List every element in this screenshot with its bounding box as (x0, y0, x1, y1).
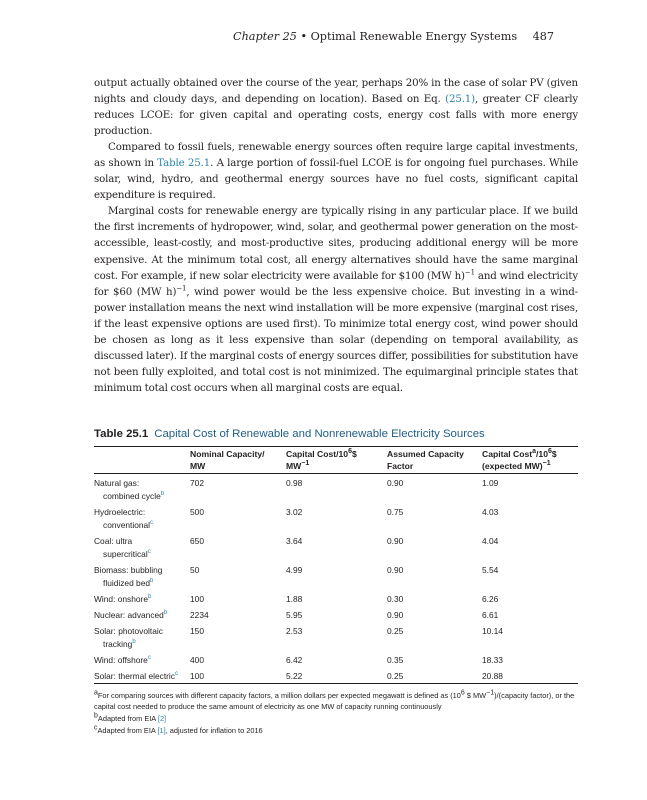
running-head (233, 30, 554, 43)
superscript: −1 (176, 284, 187, 293)
table-title: Capital Cost of Renewable and Nonrenewable Electricity Sources (154, 428, 485, 440)
footnote-marker: c (147, 549, 151, 556)
header-capital-cost-sup: 6 (348, 448, 352, 456)
chapter-title: Optimal Renewable Energy Systems (310, 30, 518, 43)
cell-adjusted-capital-cost: 20.88 (482, 671, 503, 681)
source-name-continued (94, 638, 190, 651)
cell-capital-cost: 5.95 (286, 610, 303, 620)
cell-capital-cost: 3.02 (286, 507, 303, 517)
source-name: Solar: thermal electric (94, 671, 175, 681)
text-run: , greater CF clearly reduces LCOE: for given capital and operating costs, energy cost falls with more energy production. (94, 93, 578, 138)
text-run: and wind electricity for $60 (MW h) (94, 269, 578, 298)
cell-capital-cost: 5.22 (286, 671, 303, 681)
source-subtype: tracking (103, 639, 133, 649)
cell-source (94, 532, 190, 561)
footnote-marker: b (160, 491, 165, 498)
cell-source (94, 590, 190, 606)
cell-nominal-capacity: 100 (190, 594, 204, 604)
cell-capacity-factor: 0.35 (387, 655, 404, 665)
cell-capacity-factor: 0.90 (387, 536, 404, 546)
table-row (94, 503, 578, 532)
table-row (94, 532, 578, 561)
table-row (94, 561, 578, 590)
cell-capacity-factor: 0.25 (387, 626, 404, 636)
footnote-marker: b (163, 610, 168, 617)
source-name: Wind: offshore (94, 655, 148, 665)
footnote-b (94, 713, 578, 724)
cell-capacity-factor: 0.30 (387, 594, 404, 604)
header-source (94, 447, 190, 474)
header-capital-cost-line2: MW (286, 460, 302, 471)
text-run: output actually obtained over the course of the year, perhaps 20% in the case of solar PV (given nights and cloudy days, and depending on location). Based on Eq. (94, 77, 578, 106)
source-name: Biomass: bubbling (94, 565, 163, 575)
source-name: Wind: onshore (94, 594, 148, 604)
header-capacity-factor-line1: Assumed Capacity (387, 449, 464, 459)
header-adjusted-cost-unit: $ (551, 449, 557, 459)
source-subtype: fluidized bed (103, 578, 151, 588)
bullet-separator: • (300, 30, 308, 43)
body-paragraph (94, 203, 578, 396)
cell-adjusted-capital-cost: 4.04 (482, 536, 499, 546)
footnote-c-text2: , adjusted for inflation to 2016 (165, 726, 263, 735)
cell-nominal-capacity: 500 (190, 507, 204, 517)
footnote-a-sup1: 6 (460, 689, 465, 697)
cell-source (94, 651, 190, 667)
text-run: . A large portion of fossil-fuel LCOE is for ongoing fuel purchases. While solar, wind, hydro, and geothermal energy sources have no fuel costs, significant capital expenditure is required. (94, 157, 579, 202)
cross-reference-link[interactable]: (25.1) (445, 93, 476, 106)
header-adjusted-cost-line2-sup: −1 (542, 459, 551, 467)
footnote-marker: b (132, 639, 136, 646)
footnote-marker: b (150, 578, 154, 585)
table-row (94, 474, 578, 504)
footnote-c (94, 725, 578, 736)
source-name-continued (94, 519, 190, 532)
source-name: Coal: ultra (94, 536, 133, 546)
cell-capital-cost: 0.98 (286, 478, 303, 488)
cell-source (94, 622, 190, 651)
table-caption (94, 428, 578, 440)
cell-nominal-capacity: 50 (190, 565, 200, 575)
capital-cost-table (94, 447, 578, 683)
cell-adjusted-capital-cost: 18.33 (482, 655, 503, 665)
source-subtype: conventional (103, 520, 151, 530)
header-capacity-factor (387, 447, 482, 474)
header-capital-cost-line1: Capital Cost/10 (286, 449, 349, 459)
header-adjusted-cost-sup-6: 6 (548, 448, 552, 456)
footnote-c-text: Adapted from EIA (97, 726, 158, 735)
text-run: Compared to fossil fuels, renewable energy sources often require large capital investments, as shown in (94, 141, 578, 170)
header-capacity-factor-line2: Factor (387, 460, 414, 471)
page-number: 487 (532, 30, 554, 43)
footnote-a-text3: )/(capacity factor), or the capital cost needed to produce the same amount of electricity as one MW of capacity running continuously (94, 691, 575, 711)
source-name: Hydroelectric: (94, 507, 146, 517)
cross-reference-link[interactable]: Table 25.1 (157, 157, 211, 170)
table-footnotes (94, 690, 578, 736)
footnote-c-mark: c (94, 724, 98, 732)
table-row (94, 606, 578, 622)
text-run: Marginal costs for renewable energy are typically rising in any particular place. If we build the first increments of hydropower, wind, solar, and geothermal power generation on the most-accessible, least-costly, and most-productive sites, producing additional energy will be more expensive. At the minimum total cost, all energy alternatives should have the same marginal cost. For example, if new solar electricity were available for $100 (MW h) (94, 205, 578, 282)
cell-capacity-factor: 0.25 (387, 671, 404, 681)
table-header-row (94, 447, 578, 474)
source-name-continued (94, 548, 190, 561)
header-adjusted-cost-mid: /10 (536, 449, 548, 459)
cell-adjusted-capital-cost: 10.14 (482, 626, 503, 636)
footnote-a-mark: a (94, 689, 98, 697)
cell-adjusted-capital-cost: 6.61 (482, 610, 499, 620)
source-subtype: supercritical (103, 549, 148, 559)
header-adjusted-cost-line2: (expected MW) (482, 460, 543, 471)
cell-capital-cost: 1.88 (286, 594, 303, 604)
cell-nominal-capacity: 150 (190, 626, 204, 636)
footnote-marker: b (148, 594, 152, 601)
cell-capacity-factor: 0.75 (387, 507, 404, 517)
header-nominal-capacity-line2: MW (190, 460, 206, 471)
table-body (94, 474, 578, 684)
text-run: , wind power would be the less expensive choice. But investing in a wind-power installation means the next wind installation will be more expensive (marginal cost rises, if the least expensive options are used first). To minimize total energy cost, wind power should be chosen as long as it less expensive than solar (depending on temporal availability, as discussed later). If the marginal costs of energy sources differ, possibilities for substitution have not been fully exploited, and total cost is not minimized. The equimarginal principle states that minimum total cost occurs when all marginal costs are equal. (94, 285, 578, 394)
cell-capacity-factor: 0.90 (387, 565, 404, 575)
table-row (94, 667, 578, 683)
chapter-label: Chapter 25 (233, 30, 297, 43)
footnote-marker: c (175, 671, 178, 678)
cell-nominal-capacity: 2234 (190, 610, 209, 620)
table-bottom-rule (94, 683, 578, 684)
cell-source (94, 561, 190, 590)
header-adjusted-cost (482, 447, 578, 474)
header-capital-cost (286, 447, 387, 474)
footnote-a (94, 690, 578, 712)
cell-adjusted-capital-cost: 4.03 (482, 507, 499, 517)
source-name-continued (94, 577, 190, 590)
cell-capital-cost: 2.53 (286, 626, 303, 636)
cell-capital-cost: 6.42 (286, 655, 303, 665)
cell-capacity-factor: 0.90 (387, 478, 404, 488)
header-adjusted-cost-sup-a: a (532, 448, 537, 456)
cell-source (94, 503, 190, 532)
body-paragraph (94, 75, 578, 139)
header-adjusted-cost-line1: Capital Cost (482, 449, 533, 459)
footnote-b-mark: b (94, 712, 98, 720)
table-label: Table 25.1 (94, 428, 149, 440)
cell-capacity-factor: 0.90 (387, 610, 404, 620)
source-name-continued (94, 490, 190, 503)
superscript: −1 (464, 268, 475, 277)
source-name: Natural gas: (94, 478, 140, 488)
footnote-b-text: Adapted from EIA (97, 714, 158, 723)
cell-source (94, 474, 190, 504)
header-nominal-capacity (190, 447, 286, 474)
cell-nominal-capacity: 650 (190, 536, 204, 546)
header-capital-cost-line2-sup: −1 (301, 459, 310, 467)
header-capital-cost-unit: $ (352, 449, 357, 459)
footnote-a-text2: $ MW (464, 691, 487, 700)
source-subtype: combined cycle (103, 491, 161, 501)
footnote-b-reference-link[interactable]: [2] (157, 714, 167, 723)
table-25-1 (94, 428, 578, 737)
table-row (94, 622, 578, 651)
source-name: Solar: photovoltaic (94, 626, 163, 636)
cell-adjusted-capital-cost: 1.09 (482, 478, 499, 488)
source-name: Nuclear: advanced (94, 610, 164, 620)
body-text (94, 75, 578, 396)
footnote-c-reference-link[interactable]: [1] (157, 726, 166, 735)
footnote-marker: c (150, 520, 154, 527)
body-paragraph (94, 139, 578, 203)
header-nominal-capacity-line1: Nominal Capacity/ (190, 449, 265, 459)
footnote-a-sup2: −1 (486, 689, 495, 697)
cell-source (94, 606, 190, 622)
cell-capital-cost: 3.64 (286, 536, 303, 546)
footnote-a-text: For comparing sources with different capacity factors, a million dollars per expected megawatt is defined as (10 (97, 691, 461, 700)
cell-source (94, 667, 190, 683)
table-row (94, 590, 578, 606)
cell-nominal-capacity: 400 (190, 655, 204, 665)
cell-adjusted-capital-cost: 6.26 (482, 594, 499, 604)
cell-adjusted-capital-cost: 5.54 (482, 565, 499, 575)
cell-nominal-capacity: 702 (190, 478, 204, 488)
footnote-marker: c (147, 655, 151, 662)
table-row (94, 651, 578, 667)
cell-capital-cost: 4.99 (286, 565, 303, 575)
cell-nominal-capacity: 100 (190, 671, 204, 681)
